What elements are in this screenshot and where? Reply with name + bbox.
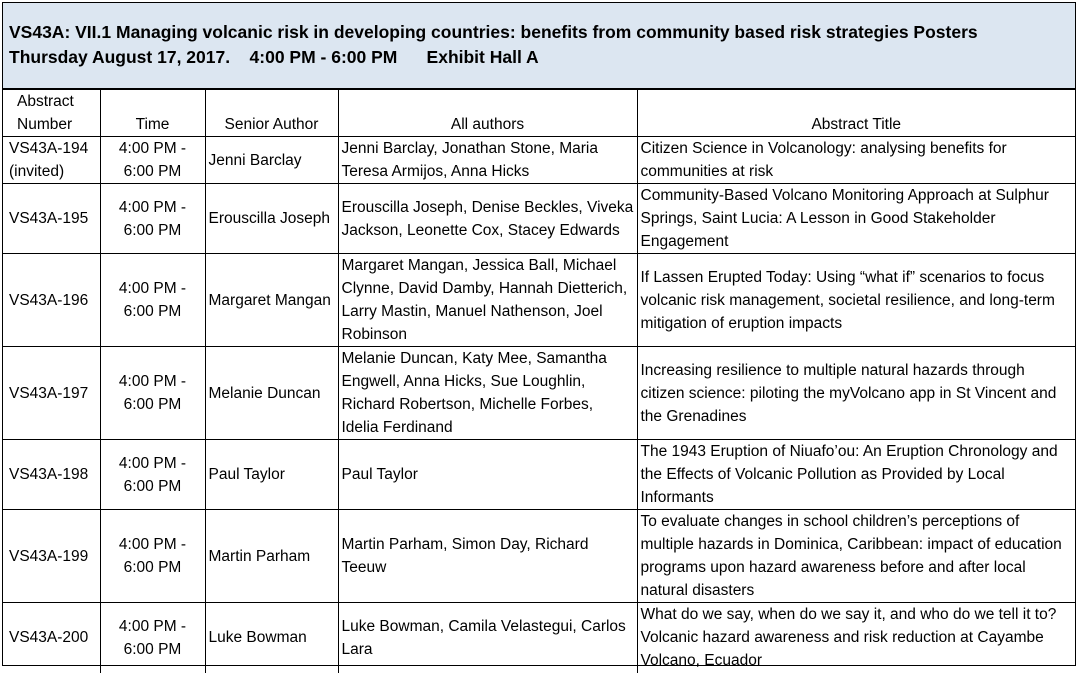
cell-senior-author: Erouscilla Joseph [205,184,338,254]
column-header-time: Time [100,90,205,137]
session-schedule: Thursday August 17, 2017. 4:00 PM - 6:00 PM Exhibit Hall A [9,47,539,67]
cell-senior-author: Jenni Barclay [205,137,338,184]
cell-senior-author: Paul Taylor [205,440,338,510]
cell-abstract-number: VS43A-197 [3,347,100,440]
cell-abstract-number: VS43A-200 [3,603,100,673]
cell-abstract-number: VS43A-195 [3,184,100,254]
cell-all-authors: Erouscilla Joseph, Denise Beckles, Viveka Jackson, Leonette Cox, Stacey Edwards [338,184,637,254]
session-title: VS43A: VII.1 Managing volcanic risk in developing countries: benefits from community based risk strategies Posters [9,22,978,42]
cell-all-authors: Luke Bowman, Camila Velastegui, Carlos Lara [338,603,637,673]
table-row [3,603,1075,673]
column-header-abstract-line2: Number [17,116,73,133]
table-header-row [3,90,1075,137]
cell-time: 4:00 PM - 6:00 PM [100,440,205,510]
cell-time: 4:00 PM - 6:00 PM [100,137,205,184]
cell-all-authors: Melanie Duncan, Katy Mee, Samantha Engwell, Anna Hicks, Sue Loughlin, Richard Robertson, Michelle Forbes, Idelia Ferdinand [338,347,637,440]
column-header-abstract-line1: Abstract [17,93,74,110]
table-row [3,254,1075,347]
cell-abstract-title: Community-Based Volcano Monitoring Approach at Sulphur Springs, Saint Lucia: A Lesson in Good Stakeholder Engagement [637,184,1075,254]
column-header-senior-author: Senior Author [205,90,338,137]
cell-abstract-title: Citizen Science in Volcanology: analysing benefits for communities at risk [637,137,1075,184]
table-row [3,137,1075,184]
table-body [3,137,1075,673]
table-row [3,440,1075,510]
column-header-abstract-title: Abstract Title [637,90,1075,137]
cell-abstract-number: VS43A-194 (invited) [3,137,100,184]
cell-abstract-number: VS43A-198 [3,440,100,510]
cell-senior-author: Margaret Mangan [205,254,338,347]
cell-all-authors: Margaret Mangan, Jessica Ball, Michael Clynne, David Damby, Hannah Dietterich, Larry Mastin, Manuel Nathenson, Joel Robinson [338,254,637,347]
cell-time: 4:00 PM - 6:00 PM [100,603,205,673]
table-row [3,510,1075,603]
cell-senior-author: Martin Parham [205,510,338,603]
cell-time: 4:00 PM - 6:00 PM [100,254,205,347]
cell-abstract-title: What do we say, when do we say it, and who do we tell it to? Volcanic hazard awareness and risk reduction at Cayambe Volcano, Ecuador [637,603,1075,673]
cell-abstract-number: VS43A-199 [3,510,100,603]
column-header-all-authors: All authors [338,90,637,137]
cell-senior-author: Luke Bowman [205,603,338,673]
abstracts-table [3,89,1075,673]
column-header-abstract-number [3,90,100,137]
cell-abstract-title: If Lassen Erupted Today: Using “what if” scenarios to focus volcanic risk management, societal resilience, and long-term mitigation of eruption impacts [637,254,1075,347]
cell-abstract-number: VS43A-196 [3,254,100,347]
cell-time: 4:00 PM - 6:00 PM [100,510,205,603]
cell-all-authors: Paul Taylor [338,440,637,510]
cell-senior-author: Melanie Duncan [205,347,338,440]
table-row [3,184,1075,254]
cell-abstract-title: The 1943 Eruption of Niuafo’ou: An Eruption Chronology and the Effects of Volcanic Pollution as Provided by Local Informants [637,440,1075,510]
table-row [3,347,1075,440]
session-sheet [2,2,1076,670]
cell-all-authors: Jenni Barclay, Jonathan Stone, Maria Teresa Armijos, Anna Hicks [338,137,637,184]
cell-abstract-title: Increasing resilience to multiple natural hazards through citizen science: piloting the myVolcano app in St Vincent and the Grenadines [637,347,1075,440]
cell-abstract-title: To evaluate changes in school children’s perceptions of multiple hazards in Dominica, Caribbean: impact of education programs upon hazard awareness before and after local natural disasters [637,510,1075,603]
cell-time: 4:00 PM - 6:00 PM [100,184,205,254]
session-header [3,3,1075,89]
cell-all-authors: Martin Parham, Simon Day, Richard Teeuw [338,510,637,603]
cell-time: 4:00 PM - 6:00 PM [100,347,205,440]
